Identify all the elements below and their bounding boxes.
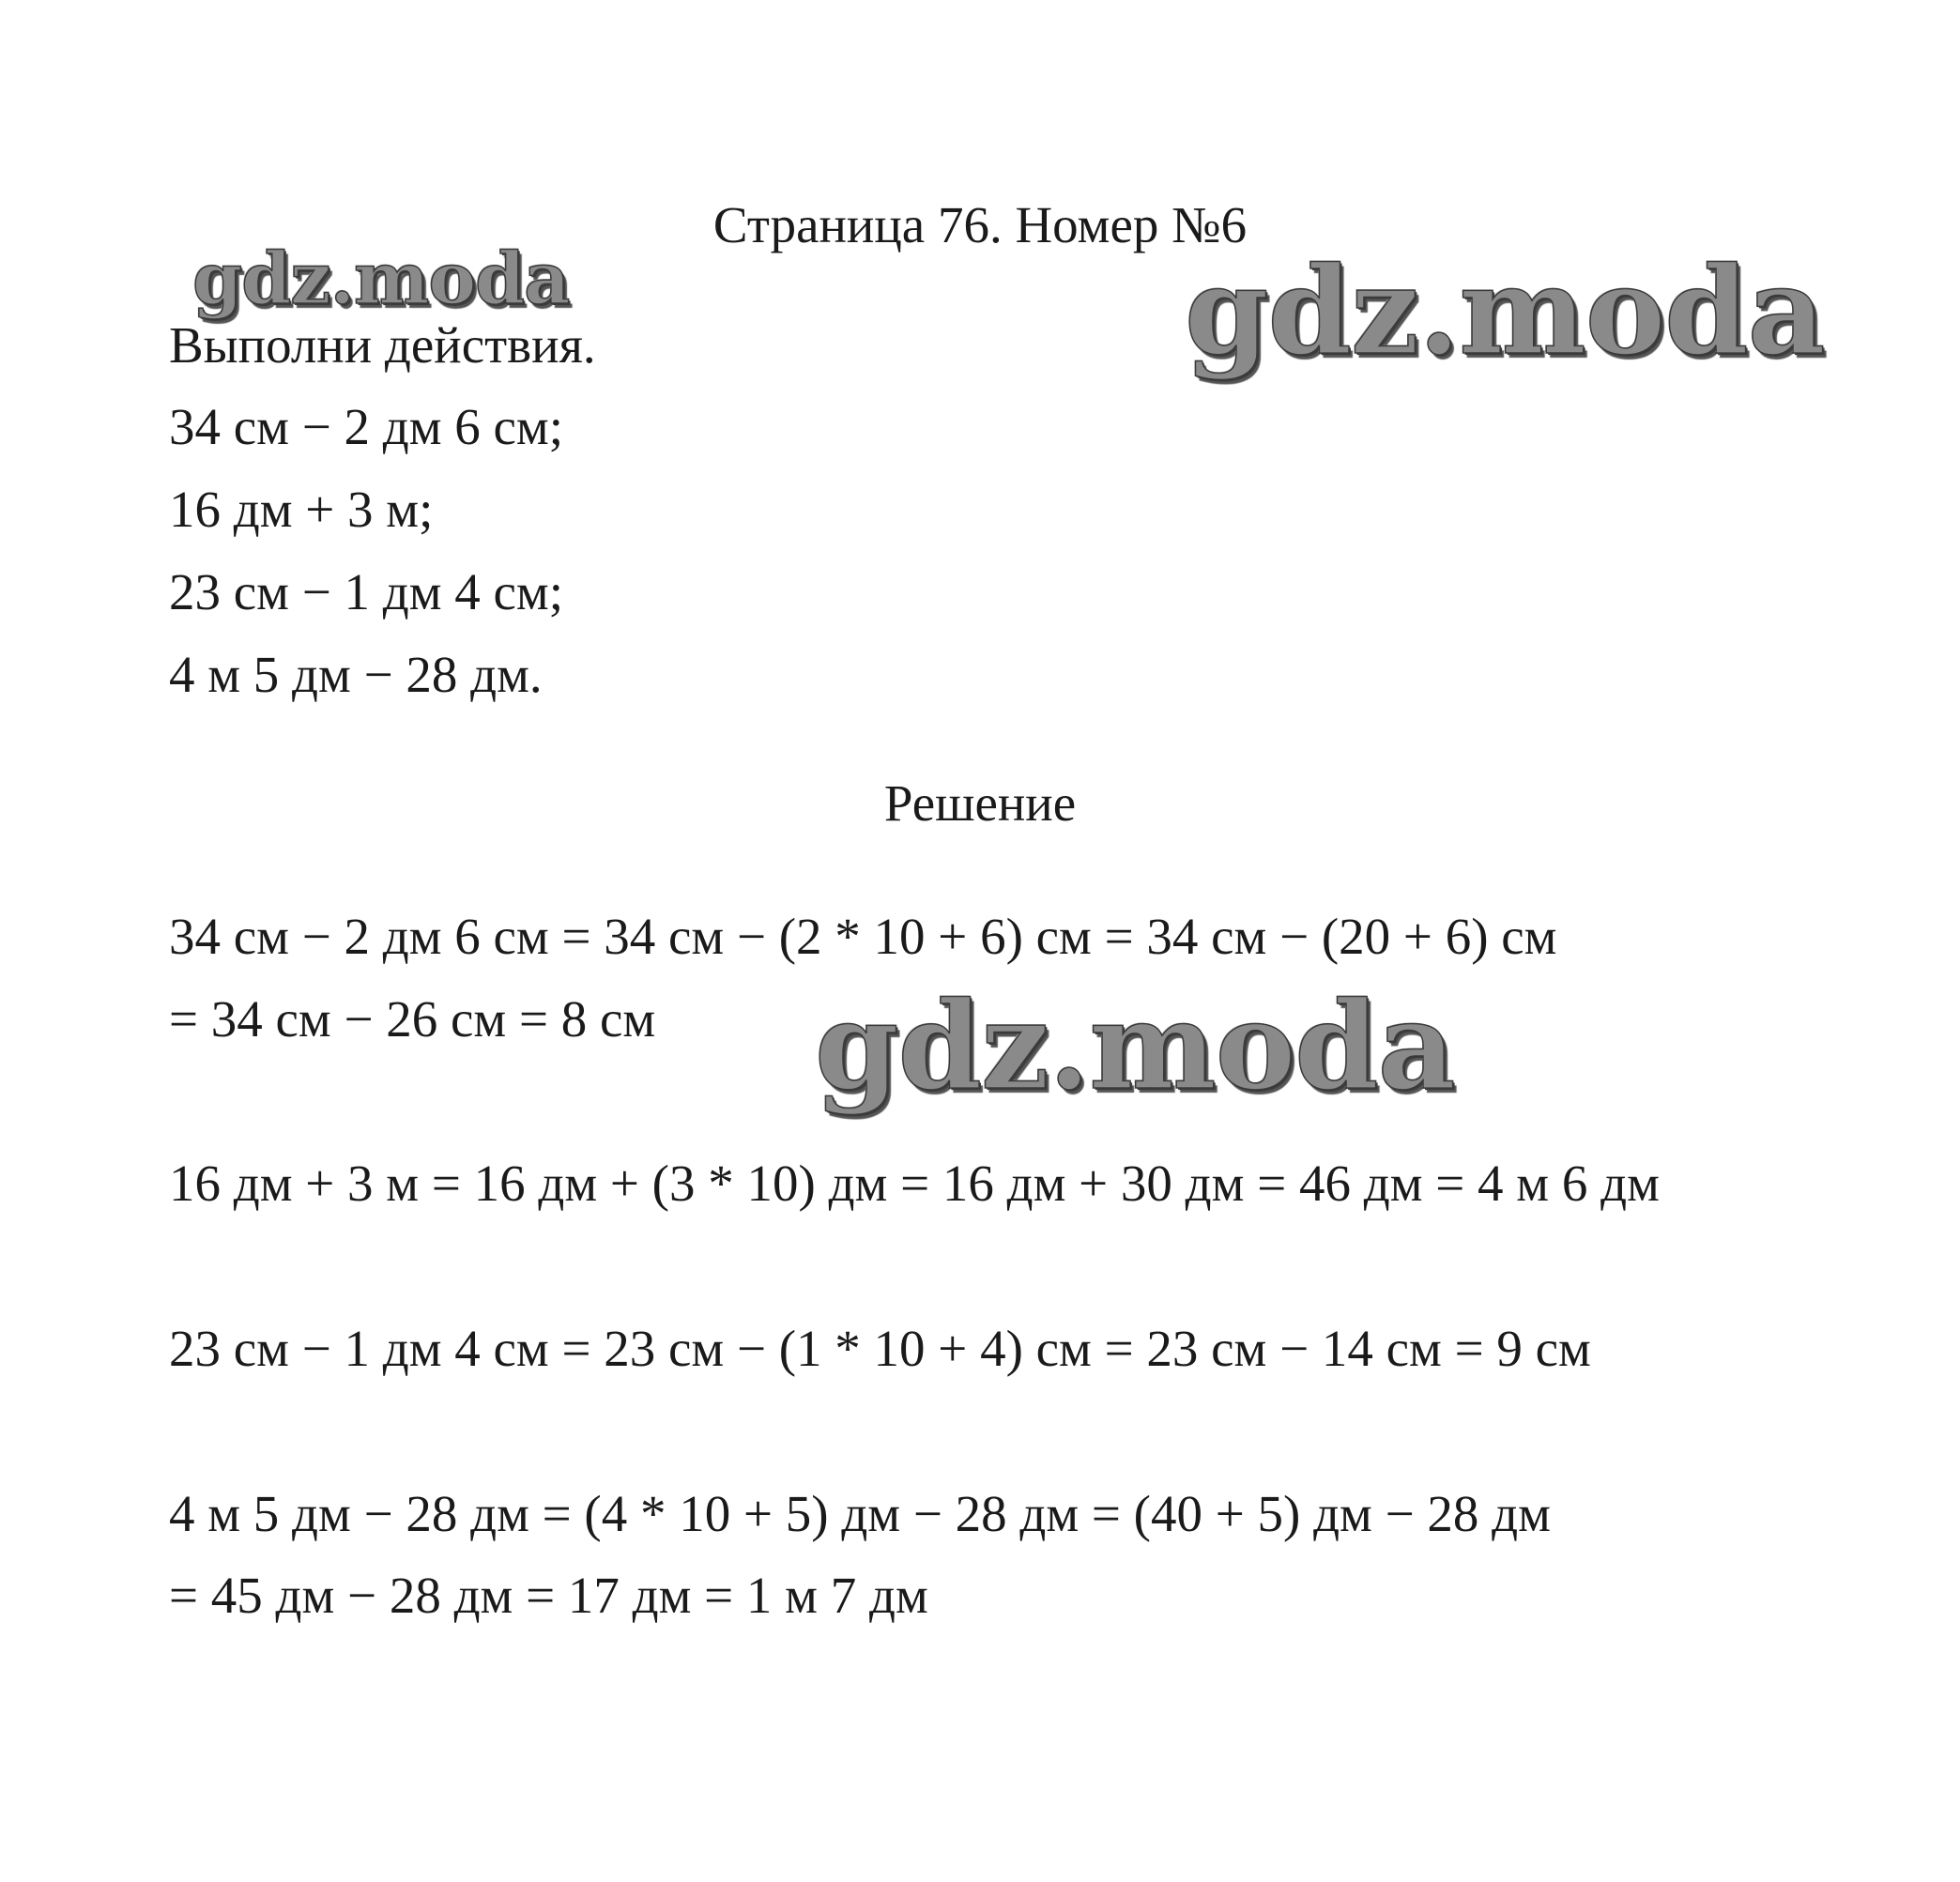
solution-line: 23 см − 1 дм 4 см = 23 см − (1 * 10 + 4) см = 23 см − 14 см = 9 см: [169, 1320, 1591, 1377]
task-item: 4 м 5 дм − 28 дм.: [169, 646, 543, 703]
page-title: Страница 76. Номер №6: [712, 196, 1248, 253]
solution-line: 4 м 5 дм − 28 дм = (4 * 10 + 5) дм − 28 дм = (40 + 5) дм − 28 дм: [169, 1485, 1551, 1542]
watermark-logo: gdz.moda: [815, 976, 1455, 1117]
task-item: 34 см − 2 дм 6 см;: [169, 398, 564, 455]
task-instruction: Выполни действия.: [169, 316, 596, 374]
task-item: 23 см − 1 дм 4 см;: [169, 563, 564, 620]
solution-line: 34 см − 2 дм 6 см = 34 см − (2 * 10 + 6) см = 34 см − (20 + 6) см: [169, 908, 1557, 965]
solution-line: 16 дм + 3 м = 16 дм + (3 * 10) дм = 16 дм + 30 дм = 46 дм = 4 м 6 дм: [169, 1155, 1660, 1212]
solution-heading: Решение: [883, 774, 1077, 832]
watermark-logo: gdz.moda: [1185, 241, 1825, 382]
solution-line: = 45 дм − 28 дм = 17 дм = 1 м 7 дм: [169, 1567, 928, 1624]
watermark-logo: gdz.moda: [192, 237, 570, 320]
solution-line: = 34 см − 26 см = 8 см: [169, 990, 656, 1048]
task-item: 16 дм + 3 м;: [169, 481, 434, 538]
